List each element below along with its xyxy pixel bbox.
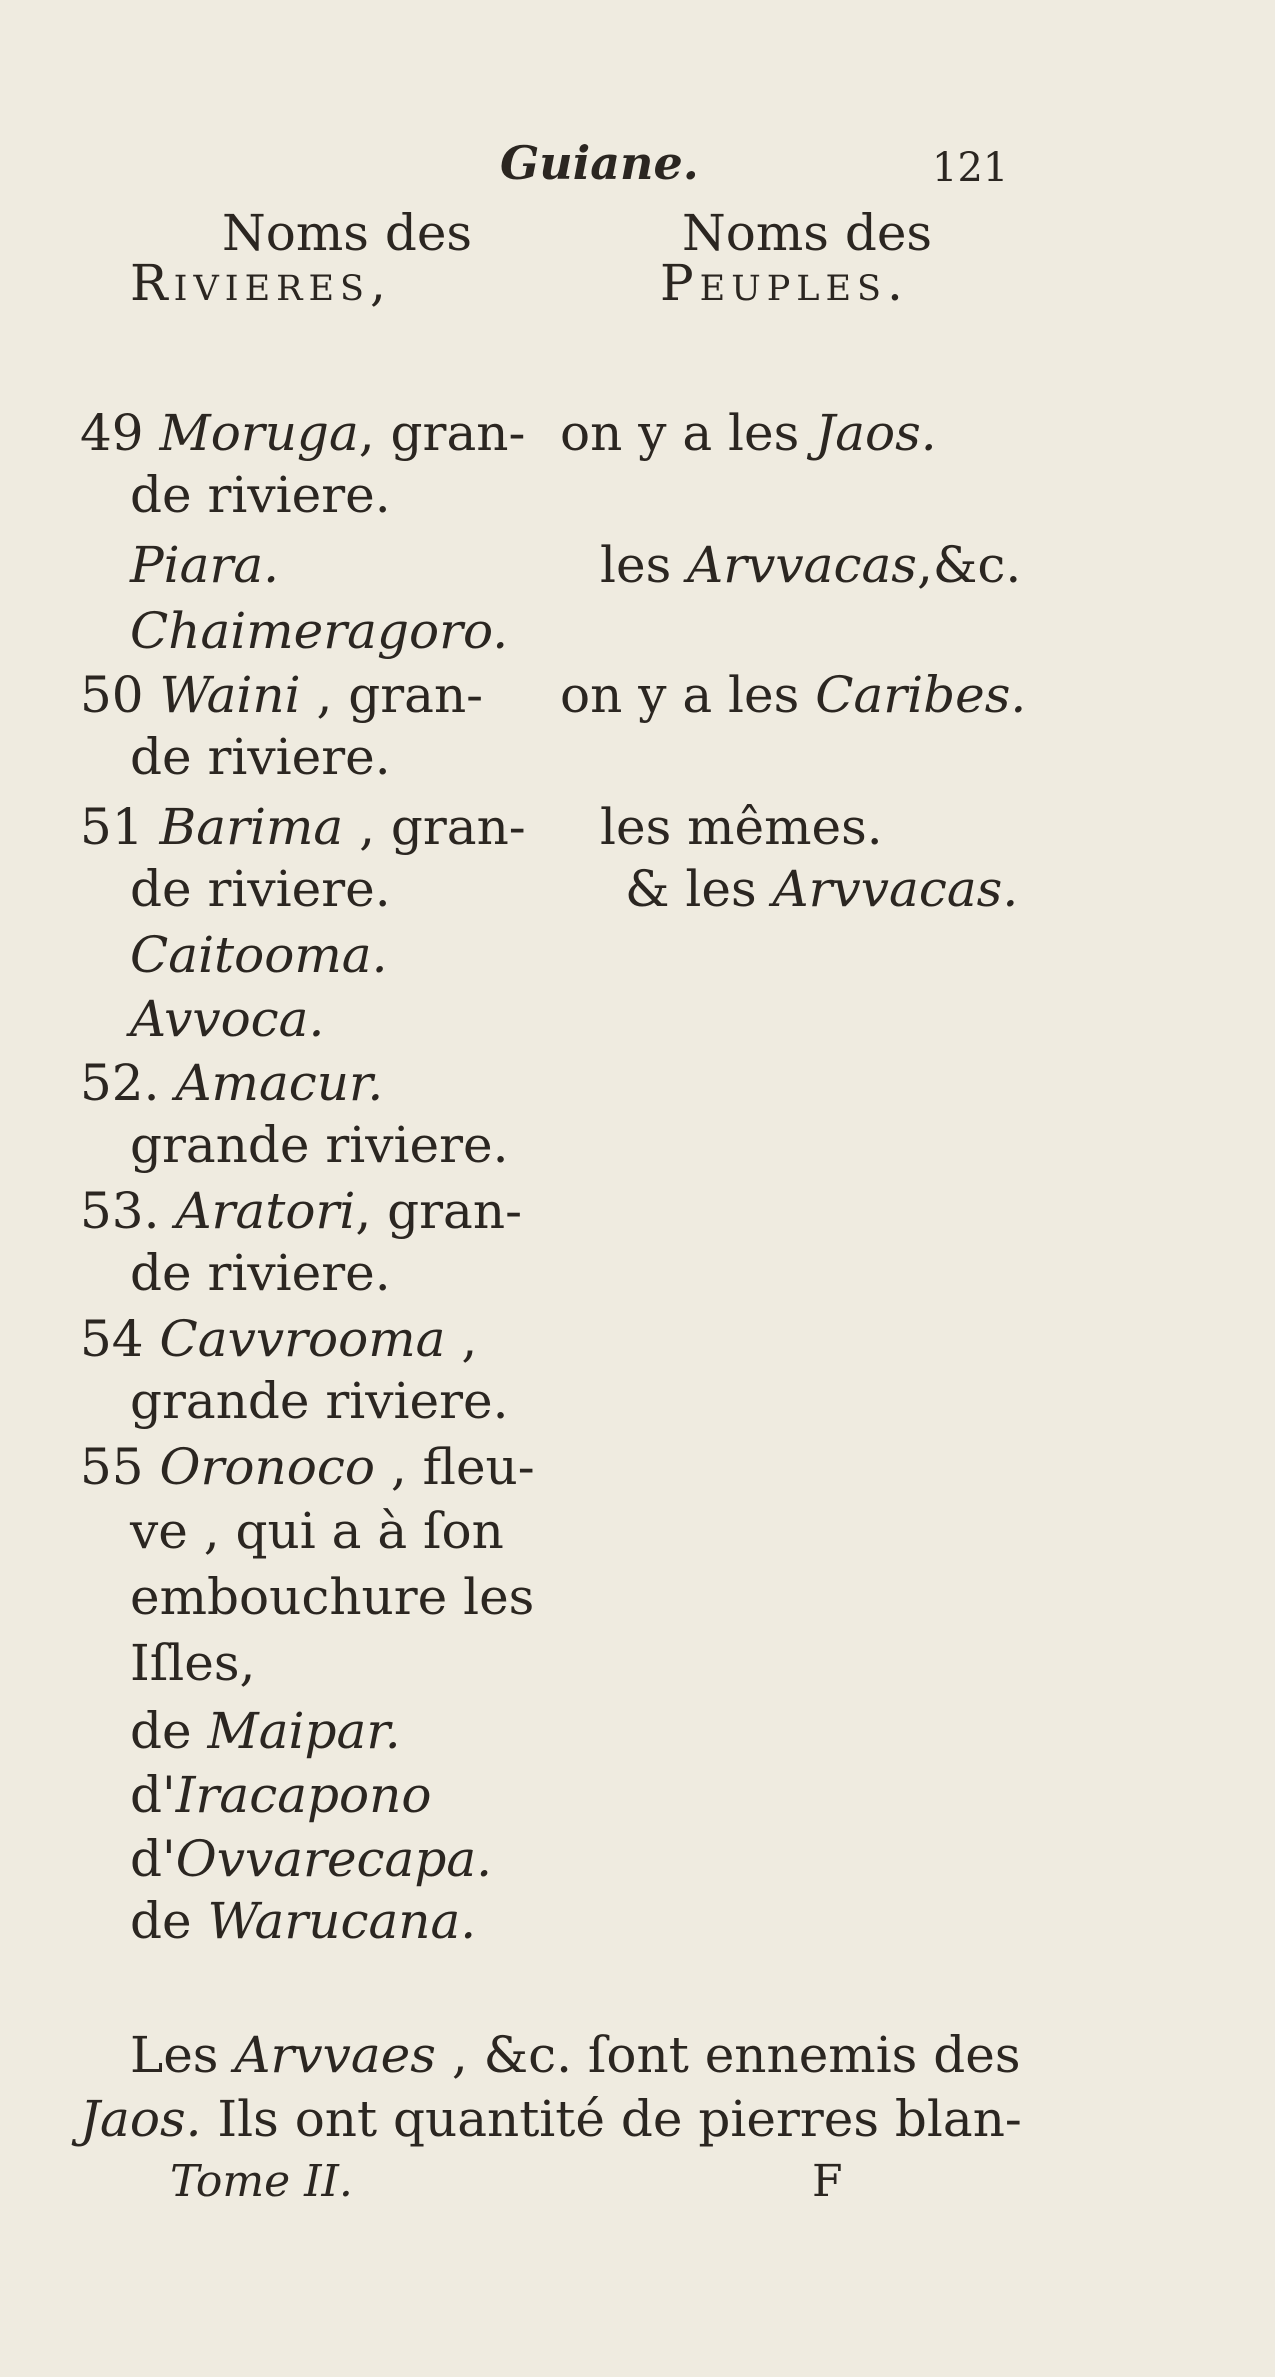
island-iracapono: d'Iracapono <box>130 1766 432 1824</box>
island-warucana: de Warucana. <box>130 1892 477 1950</box>
entry-continuation: ve , qui a à ſon <box>130 1502 504 1560</box>
column-heading-rivers-line1: Noms des <box>222 204 473 262</box>
column-heading-peoples-line2: Peuples. <box>660 254 909 312</box>
entry-rest: , gran- <box>300 666 484 724</box>
entry-continuation: de riviere. <box>130 466 391 524</box>
entry-cavvrooma <box>80 1310 478 1368</box>
entry-number: 50 <box>80 666 144 724</box>
entry-number: 49 <box>80 404 144 462</box>
people-caribes: on y a les Caribes. <box>560 666 1027 724</box>
paragraph-line-1: Les Arvvaes , &c. ſont ennemis des <box>130 2026 1021 2084</box>
river-name: Piara. <box>130 536 280 594</box>
entry-continuation: de riviere. <box>130 860 391 918</box>
entry-continuation: embouchure les <box>130 1568 535 1626</box>
entry-rest: , <box>445 1310 478 1368</box>
entry-waini <box>80 666 484 724</box>
river-name: Waini <box>159 666 301 724</box>
river-name: Avvoca. <box>130 990 325 1048</box>
entry-number: 52. <box>80 1054 160 1112</box>
river-name: Cavvrooma <box>159 1310 446 1368</box>
running-title: Guiane. <box>500 136 699 190</box>
entry-rest: , gran- <box>343 798 526 856</box>
signature-mark: F <box>812 2156 843 2207</box>
entry-number: 53. <box>80 1182 160 1240</box>
entry-rest: , gran- <box>358 404 526 462</box>
river-name: Moruga <box>159 404 359 462</box>
entry-rest: , fleu- <box>374 1438 535 1496</box>
volume-label: Tome II. <box>170 2156 353 2207</box>
entry-oronoco <box>80 1438 535 1496</box>
river-name: Amacur. <box>175 1054 384 1112</box>
entry-continuation: de riviere. <box>130 728 391 786</box>
river-name: Chaimeragoro. <box>130 602 509 660</box>
entry-number: 54 <box>80 1310 144 1368</box>
people-arvvacas: les Arvvacas,&c. <box>600 536 1022 594</box>
column-heading-peoples-line1: Noms des <box>682 204 933 262</box>
people-arvvacas: & les Arvvacas. <box>625 860 1019 918</box>
entry-aratori <box>80 1182 522 1240</box>
entry-moruga <box>80 404 526 462</box>
column-heading-rivers-line2: Rivieres, <box>130 254 392 312</box>
page-number: 121 <box>932 145 1009 191</box>
island-ovvarecapa: d'Ovvarecapa. <box>130 1830 493 1888</box>
entry-continuation: Iſles, <box>130 1634 256 1692</box>
entry-rest: , gran- <box>355 1182 522 1240</box>
entry-barima <box>80 798 526 856</box>
paragraph-line-2: Jaos. Ils ont quantité de pierres blan- <box>80 2090 1022 2148</box>
entry-continuation: de riviere. <box>130 1244 391 1302</box>
people-memes: les mêmes. <box>600 798 883 856</box>
entry-continuation: grande riviere. <box>130 1116 509 1174</box>
entry-number: 51 <box>80 798 144 856</box>
entry-continuation: grande riviere. <box>130 1372 509 1430</box>
river-name: Barima <box>159 798 344 856</box>
people-jaos: on y a les Jaos. <box>560 404 937 462</box>
river-name: Oronoco <box>159 1438 375 1496</box>
entry-amacur <box>80 1054 384 1112</box>
river-name: Aratori <box>175 1182 356 1240</box>
island-maipar: de Maipar. <box>130 1702 401 1760</box>
river-name: Caitooma. <box>130 926 388 984</box>
entry-number: 55 <box>80 1438 144 1496</box>
